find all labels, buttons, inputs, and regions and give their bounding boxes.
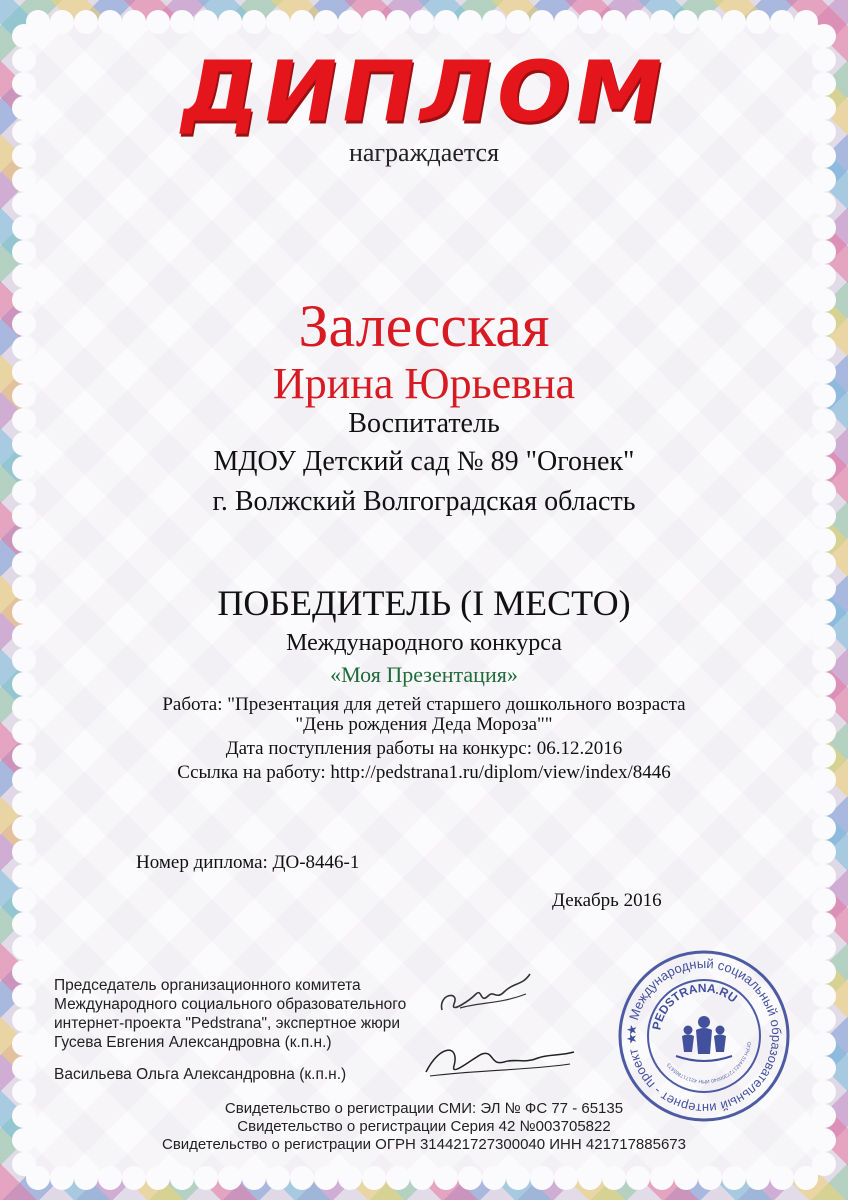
seal-center-text: PEDSTRANA.RU xyxy=(649,980,740,1032)
chair-signature-block xyxy=(54,976,434,1052)
work-title-line1: Работа: "Презентация для детей старшего дошкольного возраста xyxy=(162,694,686,715)
second-signatory: Васильева Ольга Александровна (к.п.н.) xyxy=(54,1066,347,1083)
chair-line-1: Председатель организационного комитета xyxy=(54,977,361,994)
chair-line-2: Международного социального образовательного xyxy=(54,996,407,1013)
registration-line-3: Свидетельство о регистрации ОГРН 314421727300040 ИНН 421717885673 xyxy=(161,1136,686,1153)
work-title-line2: "День рождения Деда Мороза"" xyxy=(295,714,553,735)
chair-line-3: интернет-проекта "Pedstrana", экспертное жюри xyxy=(54,1015,401,1032)
awarded-subtitle: награждается xyxy=(348,138,500,167)
svg-text:PEDSTRANA.RU xyxy=(649,981,739,1031)
chair-signature-scribble xyxy=(430,964,550,1024)
contest-name: «Моя Презентация» xyxy=(330,662,518,687)
diploma-title: ДИПЛОМ xyxy=(172,42,676,141)
registration-line-1: Свидетельство о регистрации СМИ: ЭЛ № ФС 77 - 65135 xyxy=(224,1100,624,1117)
seal-people-icon xyxy=(676,1016,732,1061)
work-link[interactable]: Ссылка на работу: http://pedstrana1.ru/diplom/view/index/8446 xyxy=(177,762,671,783)
second-signature-scribble xyxy=(420,1036,580,1082)
seal-side-text: ОГРН 314421727300040 ИНН 421717885673 xyxy=(666,1041,752,1084)
recipient-surname: Залесская xyxy=(298,293,550,359)
recipient-organization: МДОУ Детский сад № 89 "Огонек" xyxy=(213,446,635,477)
diploma-date: Декабрь 2016 xyxy=(552,890,662,911)
registration-line-2: Свидетельство о регистрации Серия 42 №003705822 xyxy=(237,1118,611,1135)
organization-seal xyxy=(616,948,792,1124)
award-place: ПОБЕДИТЕЛЬ (I МЕСТО) xyxy=(217,583,631,623)
submission-date: Дата поступления работы на конкурс: 06.12.2016 xyxy=(225,738,623,759)
recipient-given-names: Ирина Юрьевна xyxy=(272,359,576,408)
recipient-position: Воспитатель xyxy=(348,408,500,439)
chair-line-4: Гусева Евгения Александровна (к.п.н.) xyxy=(54,1034,332,1051)
diploma-number: Номер диплома: ДО-8446-1 xyxy=(136,852,360,873)
recipient-location: г. Волжский Волгоградская область xyxy=(212,486,636,517)
contest-type: Международного конкурса xyxy=(286,630,562,656)
seal-ring-text: ★ Международный социальный образовательный интернет - проект ★ xyxy=(623,955,785,1117)
